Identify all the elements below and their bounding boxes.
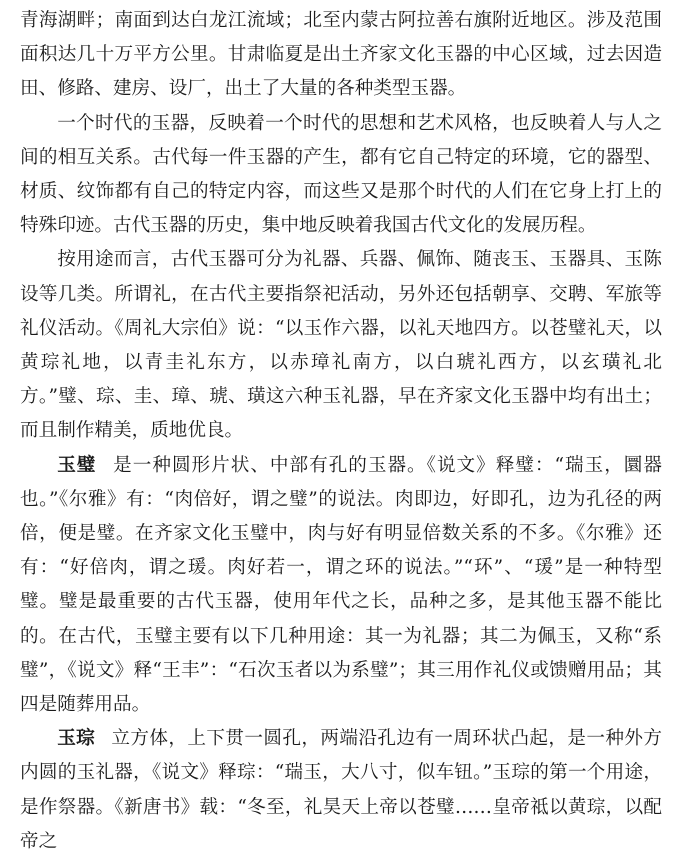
paragraph-continued: 青海湖畔；南面到达白龙江流域；北至内蒙古阿拉善右旗附近地区。涉及范围面积达几十万平方公里。甘肃临夏是出土齐家文化玉器的中心区域，过去因造田、修路、建房、设厂，出土了大量的各种类型玉器。 [20, 10, 662, 100]
paragraph-jade-bi-body: 是一种圆形片状、中部有孔的玉器。《说文》释璧：“瑞玉，圜器也。”《尔雅》有：“肉倍好，谓之璧”的说法。肉即边，好即孔，边为孔径的两倍，便是璧。在齐家文化玉璧中，肉与好有明显倍数关系的不多。《尔雅》还有：“好倍肉，谓之瑗。肉好若一，谓之环的说法。”“环”、“瑗”是一种特型璧。璧是最重要的古代玉器，使用年代之长，品种之多，是其他玉器不能比的。在古代，玉璧主要有以下几种用途：其一为礼器；其二为佩玉，又称“系璧”，《说文》释“王丰”：“石次玉者以为系璧”；其三用作礼仪或馈赠用品；其四是随葬用品。 [20, 454, 662, 716]
paragraph-jade-uses: 按用途而言，古代玉器可分为礼器、兵器、佩饰、随丧玉、玉器具、玉陈设等几类。所谓礼，在古代主要指祭祀活动，另外还包括朝享、交聘、军旅等礼仪活动。《周礼大宗伯》说：“以玉作六器，以礼天地四方。以苍璧礼天，以黄琮礼地，以青圭礼东方，以赤璋礼南方，以白琥礼西方，以玄璜礼北方。”璧、琮、圭、璋、琥、璜这六种玉礼器，早在齐家文化玉器中均有出土；而且制作精美，质地优良。 [20, 249, 662, 442]
term-jade-bi: 玉璧 [57, 454, 97, 476]
term-jade-cong: 玉琮 [57, 728, 96, 750]
paragraph-jade-cong-body: 立方体，上下贯一圆孔，两端沿孔边有一周环状凸起，是一种外方内圆的玉礼器，《说文》释琮：“瑞玉，大八寸，似车钮。”玉琮的第一个用途，是作祭器。《新唐书》载：“冬至，礼昊天上帝以苍璧……皇帝祗以黄琮，以配帝之 [20, 728, 662, 852]
paragraph-jade-bi [20, 449, 662, 723]
paragraph-era-reflection: 一个时代的玉器，反映着一个时代的思想和艺术风格，也反映着人与人之间的相互关系。古代每一件玉器的产生，都有它自己特定的环境，它的器型、材质、纹饰都有自己的特定内容，而这些又是那个时代的人们在它身上打上的特殊印迹。古代玉器的历史，集中地反映着我国古代文化的发展历程。 [20, 112, 662, 237]
paragraph-jade-cong [20, 722, 662, 859]
